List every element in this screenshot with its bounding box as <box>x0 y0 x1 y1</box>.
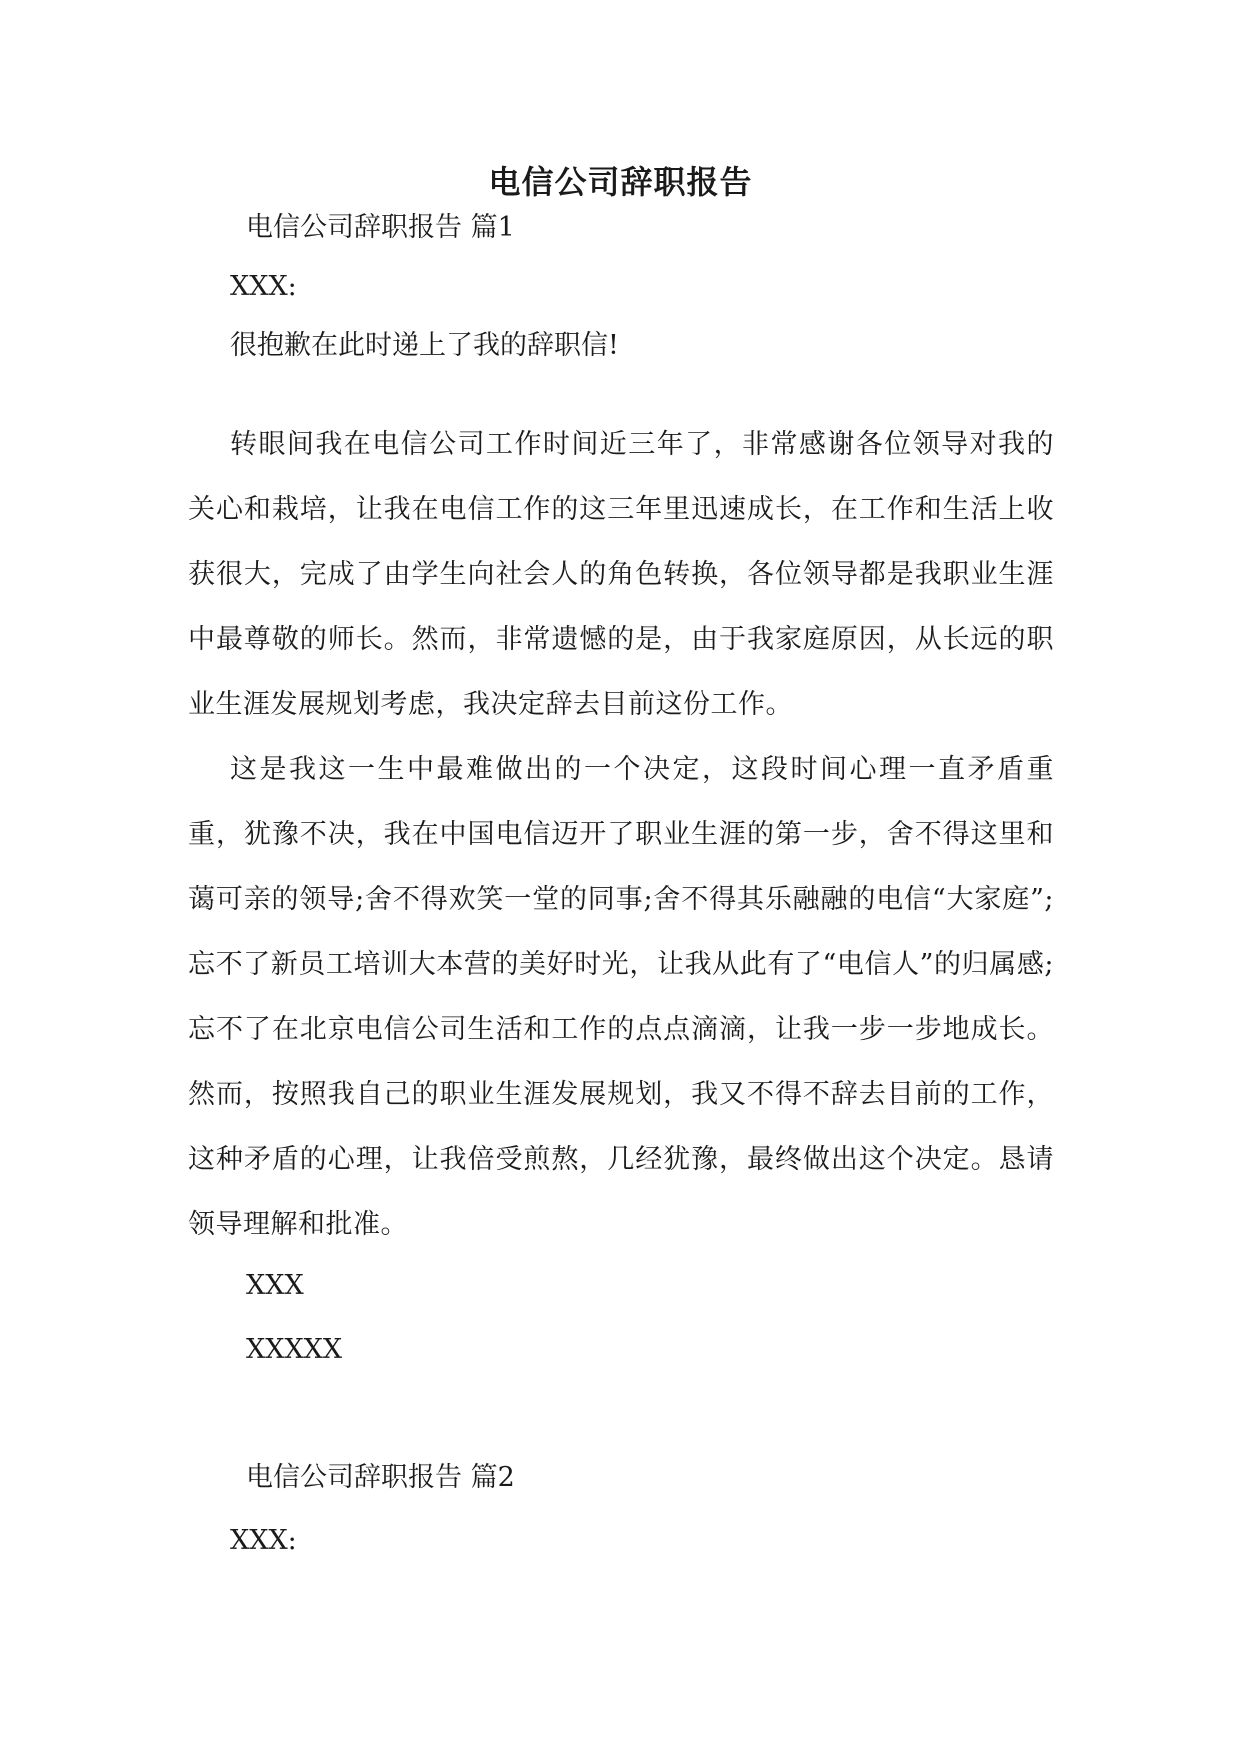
section-1-paragraph-2: 这是我这一生中最难做出的一个决定，这段时间心理一直矛盾重重，犹豫不决，我在中国电信迈开了职业生涯的第一步，舍不得这里和蔼可亲的领导;舍不得欢笑一堂的同事;舍不得其乐融融的电信“大家庭”;忘不了新员工培训大本营的美好时光，让我从此有了“电信人”的归属感;忘不了在北京电信公司生活和工作的点点滴滴，让我一步一步地成长。然而，按照我自己的职业生涯发展规划，我又不得不辞去目前的工作，这种矛盾的心理，让我倍受煎熬，几经犹豫，最终做出这个决定。恳请领导理解和批准。 <box>188 754 1054 1240</box>
section-1-opening: 很抱歉在此时递上了我的辞职信! <box>230 330 619 361</box>
document-title: 电信公司辞职报告 <box>488 163 753 201</box>
section-2-heading: 电信公司辞职报告 篇2 <box>246 1462 515 1493</box>
section-1-paragraph-1: 转眼间我在电信公司工作时间近三年了，非常感谢各位领导对我的关心和栽培，让我在电信工作的这三年里迅速成长，在工作和生活上收获很大，完成了由学生向社会人的角色转换，各位领导都是我职业生涯中最尊敬的师长。然而，非常遗憾的是，由于我家庭原因，从长远的职业生涯发展规划考虑，我决定辞去目前这份工作。 <box>188 429 1054 720</box>
section-1-salutation: XXX: <box>230 271 297 302</box>
section-1-date: XXXXX <box>246 1334 343 1365</box>
section-1-signature: XXX <box>246 1270 304 1301</box>
section-2-salutation: XXX: <box>230 1525 297 1556</box>
section-1-heading: 电信公司辞职报告 篇1 <box>246 212 515 243</box>
